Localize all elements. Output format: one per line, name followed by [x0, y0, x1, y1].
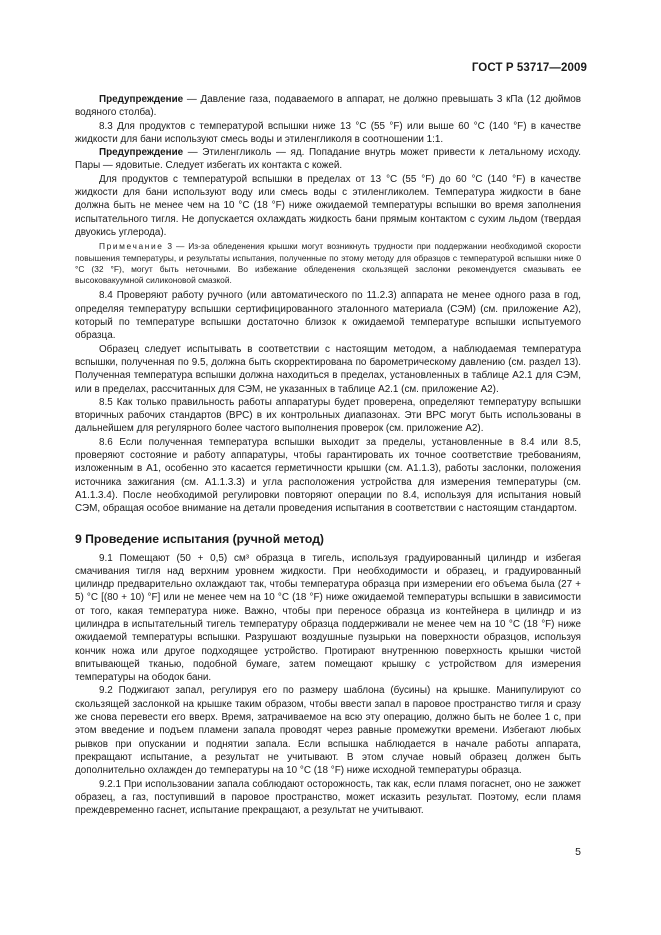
section-heading: 9 Проведение испытания (ручной метод) — [75, 531, 324, 546]
warning-label: Предупреждение — [99, 147, 184, 159]
warning-label: Предупреждение — [99, 94, 184, 105]
note-text: 3 — Из-за обледенения крышки могут возникнуть трудности при поддержании необходимой скорости повышения температуры, и результаты испытания, полученные по этому методу для образцов с температурой вспышки ниже 0 °C (32 °F), могут быть неточными. Во избежание обледенения скользящей заслонки рекомендуется смазывать ее высоковакуумной силиконовой смазкой. — [75, 241, 581, 286]
paragraph-8-6: 8.6 Если полученная температура вспышки выходит за пределы, установленные в 8.4 или 8.5, проверяют состояние и работу аппаратуры, чтобы гарантировать их точное соответствие требованиям, изложенным в А1, особенно это касается герметичности крышки (см. А1.1.3), работы заслонки, положения источника зажигания (см. А1.1.3.3) и угла расположения устройства для измерения температуры (см. А1.1.3.4). После необходимой регулировки повторяют операции по 8.4, используя для испытания новый СЭМ, обращая особое внимание на детали проведения испытания в соответствии с настоящим стандартом. — [75, 436, 581, 515]
paragraph-9-2-1: 9.2.1 При использовании запала соблюдают осторожность, так как, если пламя погаснет, оно не зажжет образец, а газ, поступивший в паровое пространство, может исказить результат. Поэтому, если пламя преждевременно гаснет, испытание прекращают, а результат не учитывают. — [75, 778, 581, 817]
warning-text: — Давление газа, подаваемого в аппарат, не должно превышать 3 кПа (12 дюймов водяного столба). — [75, 94, 581, 119]
warning-paragraph — [75, 93, 581, 120]
note-label: Примечание — [99, 241, 164, 252]
warning-text: — Этиленгликоль — яд. Попадание внутрь может привести к летальному исходу. Пары — ядовитые. Следует избегать их контакта с кожей. — [75, 147, 581, 172]
page-body — [75, 93, 581, 817]
document-code: ГОСТ Р 53717—2009 — [471, 62, 587, 74]
paragraph-9-2: 9.2 Поджигают запал, регулируя его по размеру шаблона (бусины) на крышке. Манипулируют со скользящей заслонкой на крышке таким образом, чтобы ввести запал в паровое пространство тигля и сразу же снова перевести его вверх. Время, затрачиваемое на всю эту операцию, должно быть не более 1 с, при этом введение и подъем пламени запала проводят через равные промежутки времени. Избегают любых рывков при опускании и поднятии запала. Если вспышка наблюдается в начале работы аппарата, прекращают испытание, а результат не учитывают. В этом случае новый образец должен быть дополнительно охлажден до температуры на 10 °C (18 °F) ниже исходной температуры образца. — [75, 685, 581, 777]
paragraph-8-3: 8.3 Для продуктов с температурой вспышки ниже 13 °C (55 °F) или выше 60 °C (140 °F) в качестве жидкости для бани используют смесь воды и этиленгликоля в соотношении 1:1. — [75, 120, 581, 145]
paragraph-8-5: 8.5 Как только правильность работы аппаратуры будет проверена, определяют температуру вспышки вторичных рабочих стандартов (ВРС) в их контрольных диапазонах. Эти ВРС могут быть использованы в дальнейшем для регулярного более частого выполнения проверок (см. приложение А2). — [75, 396, 581, 435]
paragraph-bath-liquid: Для продуктов с температурой вспышки в пределах от 13 °C (55 °F) до 60 °C (140 °F) в качестве жидкости для бани используют воду или смесь воды с этиленгликолем. Температура жидкости в бане должна быть не менее чем на 10 °C (18 °F) ниже ожидаемой температуры вспышки во время заполнения испытательного тигля. Не допускается охлаждать жидкость бани прямым контактом с сухим льдом (твердая двуокись углерода). — [75, 173, 581, 238]
page-number: 5 — [575, 846, 581, 858]
paragraph-sample-test: Образец следует испытывать в соответствии с настоящим методом, а наблюдаемая температура вспышки, полученная по 9.5, должна быть скорректирована по барометрическому давлению (см. раздел 13). Полученная температура вспышки должна находиться в пределах, установленных в таблице А2.1 для СЭМ, или в пределах, рассчитанных для СЭМ, не указанных в таблице А2.1 (см. приложение А2). — [75, 343, 581, 395]
note-3 — [75, 241, 581, 286]
warning-paragraph — [75, 146, 581, 173]
paragraph-8-4: 8.4 Проверяют работу ручного (или автоматического по 11.2.3) аппарата не менее одного раза в год, определяя температуру вспышки сертифицированного эталонного материала (СЭМ) (см. приложение А2), который по температуре вспышки достаточно близок к ожидаемой температуре вспышки испытуемого образца. — [75, 290, 581, 342]
paragraph-9-1: 9.1 Помещают (50 + 0,5) см³ образца в тигель, используя градуированный цилиндр и избегая смачивания тигля над верхним уровнем жидкости. При необходимости и образец, и градуированный цилиндр предварительно охлаждают так, чтобы температура образца при измерении его объема была (27 + 5) °C [(80 + 10) °F] или не менее чем на 10 °C (18 °F) ниже ожидаемой температуры вспышки в зависимости от того, какая температура ниже. Важно, чтобы при переносе образца из контейнера в цилиндр и из цилиндра в испытательный тигель температуру образца поддерживали не менее чем на 10 °C (18 °F) ниже ожидаемой температуры вспышки. Разрушают воздушные пузырьки на поверхности образцов, используя кончик ножа или другое подходящее устройство. Протирают внутреннюю поверхность крышки чистой впитывающей тканью, подобной бумаге, затем помещают крышку с устройством для измерения температуры на ободок бани. — [75, 552, 581, 684]
